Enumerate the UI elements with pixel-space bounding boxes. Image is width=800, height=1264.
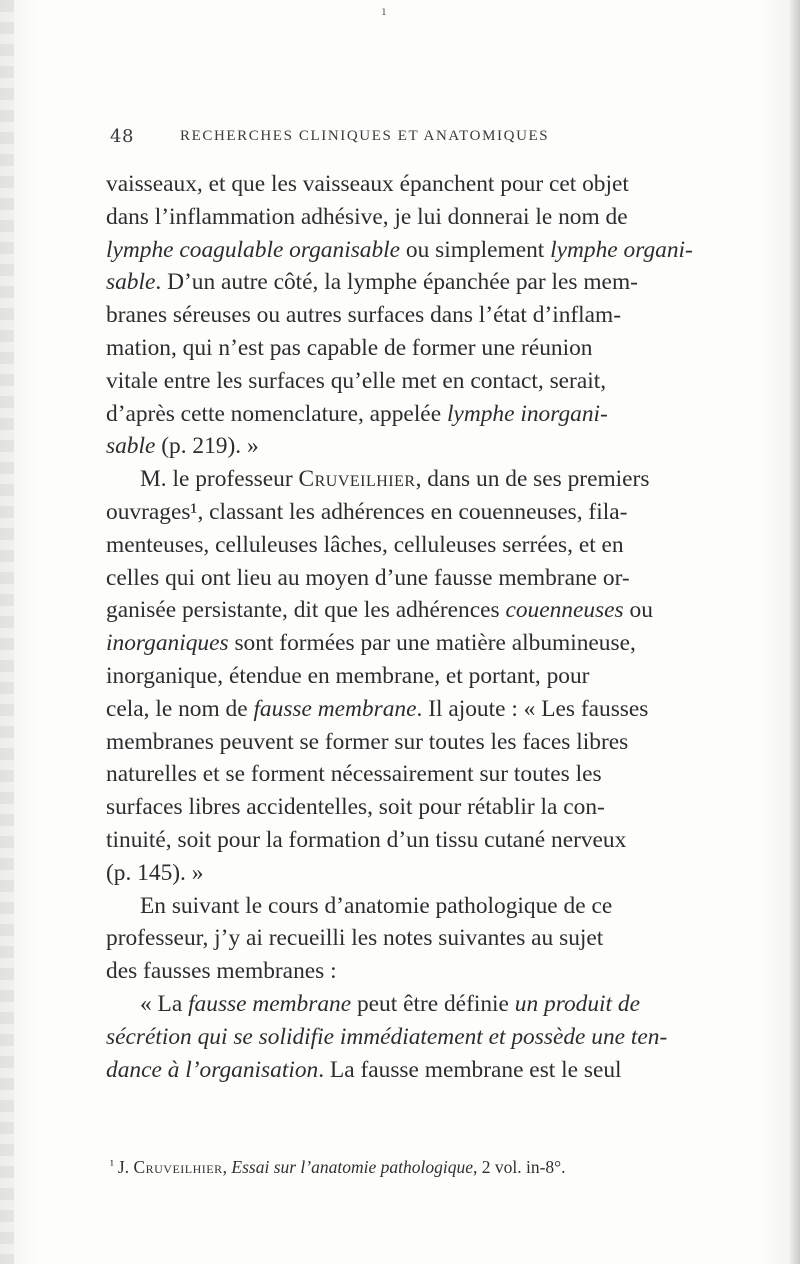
- p2-line3: menteuses, celluleuses lâches, celluleuses serrées, et en: [106, 531, 624, 558]
- p2-line5-italic: couenneuses: [505, 597, 624, 624]
- p3-line2: professeur, j’y ai recueilli les notes suivantes au sujet: [106, 925, 604, 952]
- p2-line2: ouvrages¹, classant les adhérences en couenneuses, fila-: [106, 498, 628, 525]
- p1-line8-italic: lymphe inorgani-: [446, 400, 608, 427]
- footnote-rest: , 2 vol. in-8°.: [472, 1157, 566, 1177]
- body-text: [106, 168, 796, 1086]
- footnote-author: Cruveilhier: [133, 1157, 223, 1177]
- p4-line1-italic-b: un produit de: [514, 990, 640, 1017]
- footnote-sep: ,: [222, 1157, 232, 1177]
- p4-line1-italic-a: fausse membrane: [188, 990, 352, 1017]
- p2-line9: membranes peuvent se former sur toutes les faces libres: [106, 728, 629, 755]
- p2-line8-pre: cela, le nom de: [106, 695, 254, 722]
- paragraph-3: [106, 890, 796, 988]
- footnote-mark: ¹: [110, 1157, 114, 1172]
- footnote-author-pre: J.: [117, 1157, 134, 1177]
- p2-line1-pre: M. le professeur: [140, 466, 299, 493]
- p2-line1-rest: , dans un de ses premiers: [415, 466, 650, 493]
- p2-line8-rest: . Il ajoute : « Les fausses: [416, 695, 649, 722]
- p2-line5-rest: ou: [623, 597, 653, 624]
- p2-line5-pre: ganisée persistante, dit que les adhérences: [106, 597, 506, 624]
- p1-line8-pre: d’après cette nomenclature, appelée: [106, 400, 447, 427]
- p1-line4-rest: . D’un autre côté, la lymphe épanchée par les mem-: [155, 269, 638, 296]
- p1-line3-italic-b: lymphe organi-: [550, 236, 693, 263]
- p1-line9-italic: sable: [106, 433, 156, 460]
- p1-line9-rest: (p. 219). »: [155, 433, 259, 460]
- p2-line10: naturelles et se forment nécessairement sur toutes les: [106, 761, 602, 788]
- paragraph-2: [106, 463, 796, 889]
- paragraph-4: [106, 988, 796, 1086]
- p4-line1-pre: « La: [140, 990, 189, 1017]
- p3-line3: des fausses membranes :: [106, 958, 337, 985]
- p2-author: Cruveilhier: [298, 466, 416, 493]
- p1-line3-italic-a: lymphe coagulable organisable: [106, 236, 401, 263]
- p1-line1: vaisseaux, et que les vaisseaux épanchent pour cet objet: [106, 171, 629, 197]
- footnote: [110, 1157, 770, 1178]
- p2-line4: celles qui ont lieu au moyen d’une fausse membrane or-: [106, 564, 630, 591]
- p1-line4-italic: sable: [106, 269, 156, 296]
- p1-line2: dans l’inflammation adhésive, je lui donnerai le nom de: [106, 203, 628, 230]
- p2-line13: (p. 145). »: [106, 859, 204, 886]
- p4-line3-rest: . La fausse membrane est le seul: [318, 1056, 622, 1083]
- paragraph-1: [106, 168, 796, 463]
- p4-line1-mid: peut être définie: [351, 990, 515, 1017]
- p1-line6: mation, qui n’est pas capable de former une réunion: [106, 334, 593, 361]
- p2-line7: inorganique, étendue en membrane, et portant, pour: [106, 662, 590, 689]
- p3-line1: En suivant le cours d’anatomie pathologique de ce: [140, 892, 613, 919]
- p1-line7: vitale entre les surfaces qu’elle met en contact, serait,: [106, 367, 607, 394]
- p2-line8-italic: fausse membrane: [253, 695, 417, 722]
- p2-line12: tinuité, soit pour la formation d’un tissu cutané nerveux: [106, 826, 627, 853]
- p2-line6-rest: sont formées par une matière albumineuse,: [228, 630, 636, 657]
- p4-line3-italic: dance à l’organisation: [106, 1056, 319, 1083]
- top-mark: ı: [382, 4, 386, 18]
- page-header: [180, 128, 700, 145]
- p2-line11: surfaces libres accidentelles, soit pour rétablir la con-: [106, 794, 605, 821]
- p1-line5: branes séreuses ou autres surfaces dans l’état d’inflam-: [106, 302, 622, 329]
- page-number: 48: [110, 126, 134, 147]
- p2-line6-italic: inorganiques: [106, 630, 229, 657]
- p1-line3-mid: ou simplement: [400, 236, 551, 263]
- p4-line2-italic: sécrétion qui se solidifie immédiatement et possède une ten-: [106, 1023, 668, 1050]
- running-head: RECHERCHES CLINIQUES ET ANATOMIQUES: [180, 128, 550, 144]
- footnote-title: Essai sur l’anatomie pathologique: [231, 1157, 473, 1177]
- binding-gutter: [0, 0, 14, 1264]
